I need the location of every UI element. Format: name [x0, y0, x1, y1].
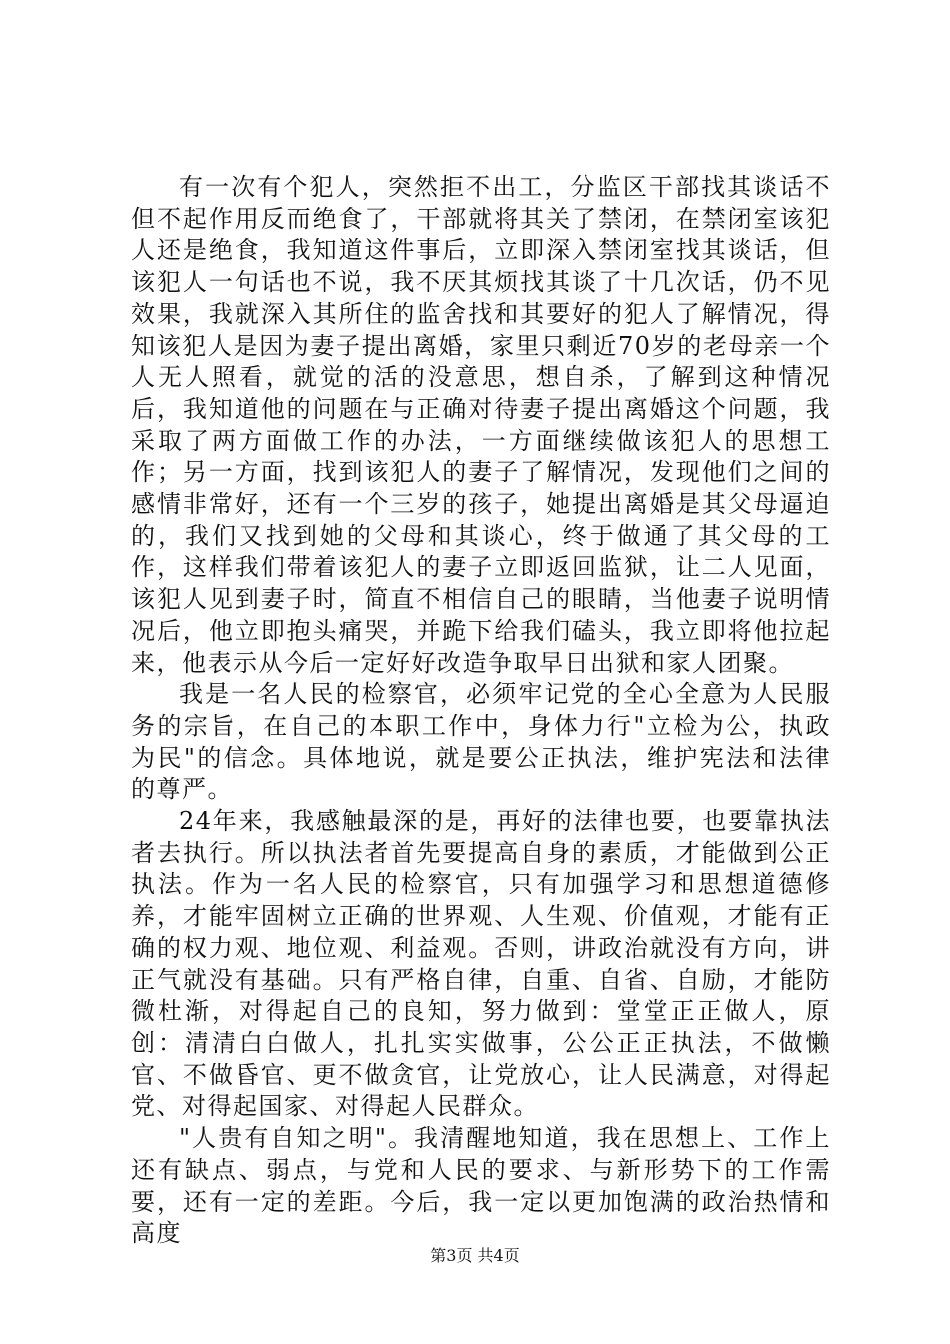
page-number-footer: 第3页 共4页 [430, 1246, 520, 1265]
document-body [131, 172, 831, 1250]
paragraph-24-years: 24年来，我感触最深的是，再好的法律也要，也要靠执法者去执行。所以执法者首先要提高自身的素质，才能做到公正执法。作为一名人民的检察官，只有加强学习和思想道德修养，才能牢固树立正确的世界观、人生观、价值观，才能有正确的权力观、地位观、利益观。否则，讲政治就没有方向，讲正气就没有基础。只有严格自律，自重、自省、自励，才能防微杜渐，对得起自己的良知，努力做到：堂堂正正做人，原创：清清白白做人，扎扎实实做事，公公正正执法，不做懒官、不做昏官、更不做贪官，让党放心，让人民满意，对得起党、对得起国家、对得起人民群众。 [131, 807, 831, 1121]
paragraph-self-knowledge: "人贵有自知之明"。我清醒地知道，我在思想上、工作上还有缺点、弱点，与党和人民的要求、与新形势下的工作需要，还有一定的差距。今后，我一定以更加饱满的政治热情和高度 [131, 1124, 831, 1248]
paragraph-prosecutor-duty: 我是一名人民的检察官，必须牢记党的全心全意为人民服务的宗旨，在自己的本职工作中，身体力行"立检为公，执政为民"的信念。具体地说，就是要公正执法，维护宪法和法律的尊严。 [131, 680, 831, 804]
paragraph-prisoner-story: 有一次有个犯人，突然拒不出工，分监区干部找其谈话不但不起作用反而绝食了，干部就将其关了禁闭，在禁闭室该犯人还是绝食，我知道这件事后，立即深入禁闭室找其谈话，但该犯人一句话也不说，我不厌其烦找其谈了十几次话，仍不见效果，我就深入其所住的监舍找和其要好的犯人了解情况，得知该犯人是因为妻子提出离婚，家里只剩近70岁的老母亲一个人无人照看，就觉的活的没意思，想自杀，了解到这种情况后，我知道他的问题在与正确对待妻子提出离婚这个问题，我采取了两方面做工作的办法，一方面继续做该犯人的思想工作；另一方面，找到该犯人的妻子了解情况，发现他们之间的感情非常好，还有一个三岁的孩子，她提出离婚是其父母逼迫的，我们又找到她的父母和其谈心，终于做通了其父母的工作，这样我们带着该犯人的妻子立即返回监狱，让二人见面，该犯人见到妻子时，简直不相信自己的眼睛，当他妻子说明情况后，他立即抱头痛哭，并跪下给我们磕头，我立即将他拉起来，他表示从今后一定好好改造争取早日出狱和家人团聚。 [131, 173, 831, 677]
